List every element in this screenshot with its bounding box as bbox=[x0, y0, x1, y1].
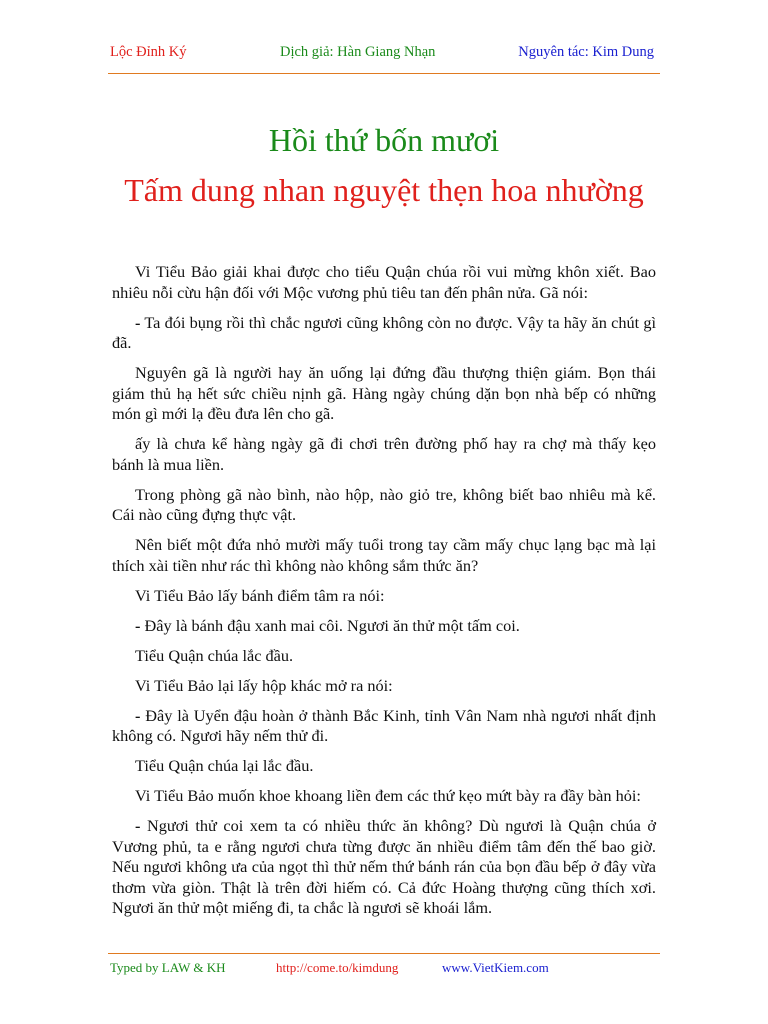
narrative-paragraph bbox=[112, 786, 656, 807]
narrative-paragraph bbox=[112, 262, 656, 303]
dialog-paragraph bbox=[112, 616, 656, 637]
dialog-dash: - bbox=[135, 816, 141, 835]
paragraph-text: ấy là chưa kể hàng ngày gã đi chơi trên đường phố hay ra chợ mà thấy kẹo bánh là mua liền. bbox=[112, 434, 656, 474]
dialog-paragraph bbox=[112, 816, 656, 919]
dialog-dash: - bbox=[135, 705, 141, 725]
paragraph-text: Ta đói bụng rồi thì chắc ngươi cũng không còn no được. Vậy ta hãy ăn chút gì đã. bbox=[112, 312, 657, 352]
paragraph-text: Vi Tiểu Bảo lấy bánh điểm tâm ra nói: bbox=[135, 585, 385, 605]
typed-by-credit: Typed by LAW & KH bbox=[110, 960, 226, 975]
paragraph-text: Ngươi thử coi xem ta có nhiều thức ăn không? Dù ngươi là Quận chúa ở Vương phủ, ta e rằng ngươi chưa từng được ăn nhiều điểm tâm đến thế bao giờ. Nếu ngươi không ưa của ngọt thì thử nếm thứ bánh rán của bọn đầu bếp ở đây vừa thơm vừa giòn. Thật là trên đời hiếm có. Cả đức Hoàng thượng cũng thích xơi. Ngươi ăn thử một miếng đi, ta chắc là ngươi sẽ khoái lắm. bbox=[112, 816, 656, 917]
footer-divider bbox=[108, 953, 660, 954]
dialog-dash: - bbox=[135, 312, 141, 332]
chapter-number: Hồi thứ bốn mươi bbox=[268, 122, 500, 158]
kimdung-link[interactable]: http://come.to/kimdung bbox=[276, 960, 399, 975]
paragraph-text: Trong phòng gã nào bình, nào hộp, nào giỏ tre, không biết bao nhiêu mà kể. Cái nào cũng đựng thực vật. bbox=[112, 484, 656, 524]
dialog-paragraph bbox=[112, 706, 656, 747]
narrative-paragraph bbox=[112, 646, 656, 667]
header-divider bbox=[108, 73, 660, 74]
paragraph-text: Nguyên gã là người hay ăn uống lại đứng đầu thượng thiện giám. Bọn thái giám thủ hạ hết sức chiều nịnh gã. Hàng ngày chúng dặn bọn nhà bếp có những món gì mới lạ đều đưa lên cho gã. bbox=[112, 363, 656, 423]
paragraph-text: Vi Tiểu Bảo giải khai được cho tiểu Quận chúa rồi vui mừng khôn xiết. Bao nhiêu nỗi cừu hận đối với Mộc vương phủ tiêu tan đến phân nửa. Gã nói: bbox=[112, 262, 656, 302]
vietkiem-link[interactable]: www.VietKiem.com bbox=[442, 960, 549, 975]
dialog-paragraph bbox=[112, 313, 656, 354]
dialog-dash: - bbox=[135, 615, 141, 635]
chapter-title: Tấm dung nhan nguyệt thẹn hoa nhường bbox=[124, 172, 644, 208]
paragraph-text: Nên biết một đứa nhỏ mười mấy tuổi trong tay cầm mấy chục lạng bạc mà lại thích xài tiền như rác thì không nào không sắm thức ăn? bbox=[112, 535, 656, 575]
book-title: Lộc Đỉnh Ký bbox=[110, 44, 187, 60]
narrative-paragraph bbox=[112, 756, 656, 777]
page-header bbox=[110, 44, 658, 68]
translator-credit: Dịch giả: Hàn Giang Nhạn bbox=[280, 44, 436, 60]
paragraph-text: Vi Tiểu Bảo muốn khoe khoang liền đem các thứ kẹo mứt bày ra đầy bàn hỏi: bbox=[135, 786, 641, 805]
paragraph-text: Đây là Uyển đậu hoàn ở thành Bắc Kinh, tỉnh Vân Nam nhà ngươi nhất định không có. Ngươi hãy nếm thử đi. bbox=[112, 705, 657, 745]
paragraph-text: Tiểu Quận chúa lại lắc đầu. bbox=[135, 756, 314, 775]
paragraph-text: Vi Tiểu Bảo lại lấy hộp khác mở ra nói: bbox=[135, 675, 393, 695]
paragraph-text: Đây là bánh đậu xanh mai côi. Ngươi ăn thử một tấm coi. bbox=[144, 615, 520, 635]
chapter-body bbox=[112, 262, 656, 928]
narrative-paragraph bbox=[112, 676, 656, 697]
author-credit: Nguyên tác: Kim Dung bbox=[518, 44, 654, 60]
narrative-paragraph bbox=[112, 485, 656, 526]
narrative-paragraph bbox=[112, 363, 656, 425]
narrative-paragraph bbox=[112, 535, 656, 576]
paragraph-text: Tiểu Quận chúa lắc đầu. bbox=[135, 645, 294, 665]
narrative-paragraph bbox=[112, 586, 656, 607]
page-footer bbox=[110, 960, 658, 980]
narrative-paragraph bbox=[112, 434, 656, 475]
